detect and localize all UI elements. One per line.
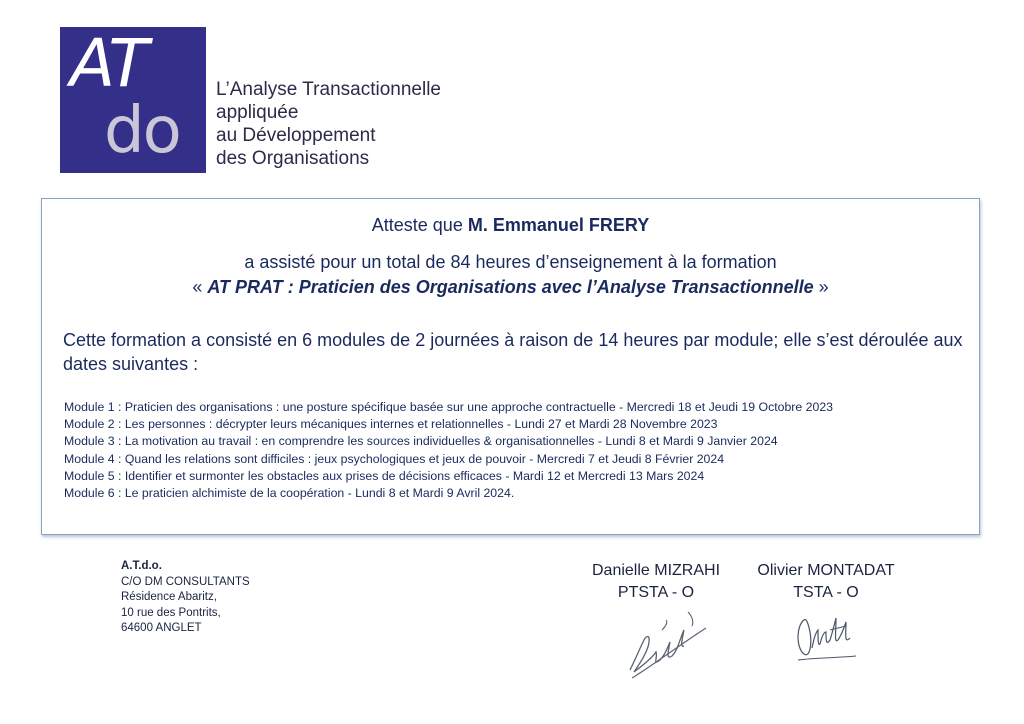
formation-title-line [42,277,979,298]
attendance-statement: a assisté pour un total de 84 heures d’enseignement à la formation [244,252,777,272]
postal-address [121,559,250,637]
module-item-2: Module 2 : Les personnes : décrypter leurs mécaniques internes et relationnelles - Lundi 27 et Mardi 28 Novembre 2023 [64,417,718,432]
signature-montadat [790,604,862,666]
module-item-3: Module 3 : La motivation au travail : en comprendre les sources individuelles & organisationnelles - Lundi 8 et Mardi 9 Janvier 2024 [64,434,778,449]
attest-prefix: Atteste que [371,215,468,235]
signer-name: Olivier MONTADAT [757,562,895,579]
module-item-5: Module 5 : Identifier et surmonter les obstacles aux prises de décisions efficaces - Mardi 12 et Mercredi 13 Mars 2024 [64,468,705,483]
signer-title: TSTA - O [793,584,859,601]
certificate-box [41,198,980,535]
attendee-name: M. Emmanuel FRERY [467,215,650,235]
signer-montadat [744,560,908,604]
logo-mark-do: do [104,94,180,168]
logo-mark-at: AT [70,27,147,102]
address-line-2: Résidence Abaritz, [121,591,217,603]
module-item-6: Module 6 : Le praticien alchimiste de la coopération - Lundi 8 et Mardi 9 Avril 2024. [64,486,515,501]
org-line-2: appliquée [216,102,299,123]
signer-mizrahi [580,560,732,604]
module-item-4: Module 4 : Quand les relations sont difficiles : jeux psychologiques et jeux de pouvoir - Mercredi 7 et Jeudi 8 Février 2024 [64,451,725,466]
module-item-1: Module 1 : Praticien des organisations : une posture spécifique basée sur une approche contractuelle - Mercredi 18 et Jeudi 19 Octobre 2023 [64,400,834,414]
address-line-3: 10 rue des Pontrits, [121,606,221,619]
signer-title: PTSTA - O [617,584,695,601]
org-line-3: au Développement [216,125,376,146]
module-list [64,399,833,502]
quote-close: » [813,277,829,297]
signature-mizrahi [622,600,714,686]
org-line-1: L’Analyse Transactionnelle [216,79,441,100]
address-line-4: 64600 ANGLET [121,622,202,634]
formation-title: AT PRAT : Praticien des Organisations avec l’Analyse Transactionnelle [207,277,814,297]
org-line-4: des Organisations [216,148,370,169]
address-org-name: A.T.d.o. [121,560,162,572]
quote-open: « [192,277,208,297]
formation-description: Cette formation a consisté en 6 modules de 2 journées à raison de 14 heures par module; elle s’est déroulée aux dates suivantes : [63,330,963,374]
organization-name [216,78,441,170]
attest-line [42,215,979,236]
signer-name: Danielle MIZRAHI [591,562,721,579]
address-line-1: C/O DM CONSULTANTS [121,575,250,588]
atdo-logo [60,27,206,173]
